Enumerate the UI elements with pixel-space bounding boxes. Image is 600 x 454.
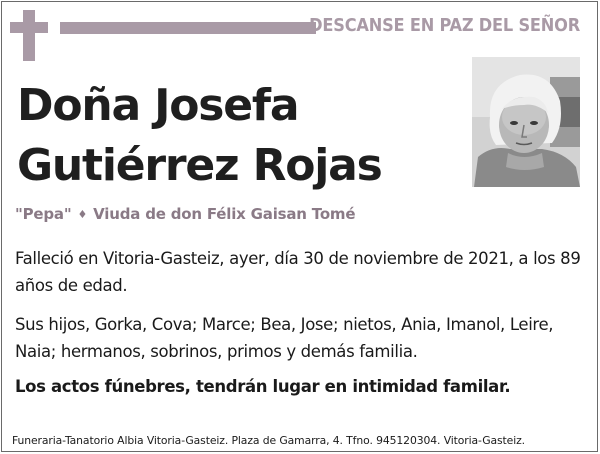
- deceased-name-line2: Gutiérrez Rojas: [17, 140, 382, 191]
- header-bar: [60, 22, 316, 34]
- family-paragraph: Sus hijos, Gorka, Cova; Marce; Bea, Jose; nietos, Ania, Imanol, Leire, Naia; hermanos, sobrinos, primos y demás familia.: [15, 315, 554, 361]
- funeral-home-footer: Funeraria-Tanatorio Albia Vitoria-Gasteiz. Plaza de Gamarra, 4. Tfno. 945120304. Vitoria-Gasteiz.: [12, 434, 526, 447]
- relation: Viuda de don Félix Gaisan Tomé: [93, 205, 356, 223]
- nickname: "Pepa": [15, 205, 72, 223]
- diamond-separator-icon: ♦: [77, 208, 88, 221]
- header-title: DESCANSE EN PAZ DEL SEÑOR: [309, 15, 580, 36]
- death-announcement-paragraph: Falleció en Vitoria-Gasteiz, ayer, día 30 de noviembre de 2021, a los 89 años de edad.: [15, 249, 581, 295]
- deceased-name-line1: Doña Josefa: [17, 80, 299, 131]
- subtitle-line: [15, 205, 355, 223]
- portrait-photo: [472, 57, 580, 187]
- funeral-info-paragraph: Los actos fúnebres, tendrán lugar en intimidad familar.: [15, 377, 511, 396]
